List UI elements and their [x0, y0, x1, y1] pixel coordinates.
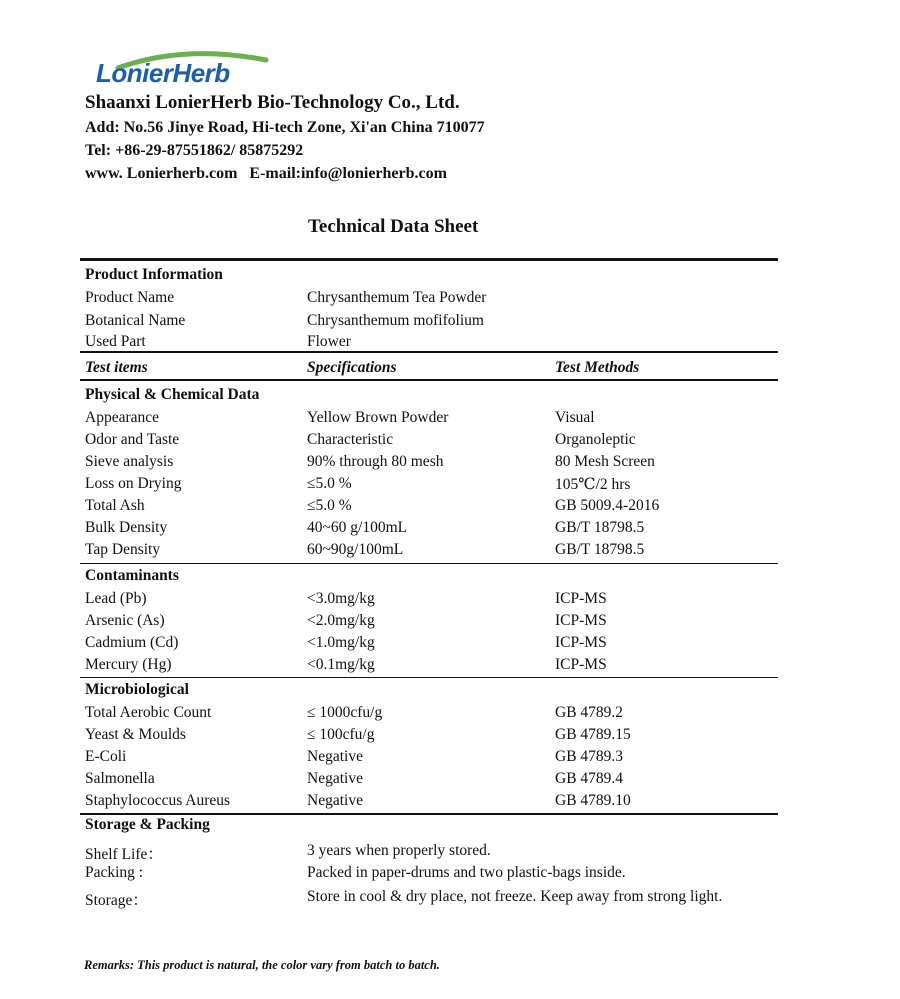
column-header-top-rule: [80, 351, 778, 353]
remarks-note: Remarks: This product is natural, the color vary from batch to batch.: [84, 958, 440, 972]
table-row-method: GB/T 18798.5: [555, 541, 645, 558]
table-row-item: Salmonella: [85, 770, 155, 787]
table-row-spec: <3.0mg/kg: [307, 590, 375, 607]
table-row-method: GB 4789.3: [555, 748, 624, 765]
product-info-heading: Product Information: [85, 266, 223, 283]
storage-label: Shelf Life：: [85, 846, 163, 863]
table-row-item: Lead (Pb): [85, 590, 147, 607]
storage-label: Storage：: [85, 892, 148, 909]
table-row-method: GB 4789.10: [555, 792, 631, 809]
table-row-item: Mercury (Hg): [85, 656, 172, 673]
table-row-method: 105℃/2 hrs: [555, 476, 631, 493]
section-divider: [80, 813, 778, 815]
microbiological-heading: Microbiological: [85, 681, 189, 698]
table-row-item: Cadmium (Cd): [85, 634, 179, 651]
table-row-method: Organoleptic: [555, 431, 636, 448]
table-row-method: GB 4789.15: [555, 726, 631, 743]
table-row-spec: ≤ 1000cfu/g: [307, 704, 383, 721]
table-row-spec: Negative: [307, 792, 363, 809]
product-info-value: Chrysanthemum Tea Powder: [307, 289, 487, 306]
table-row-spec: Negative: [307, 748, 363, 765]
physical-chemical-heading: Physical & Chemical Data: [85, 386, 260, 403]
table-row-spec: ≤5.0 %: [307, 475, 352, 492]
table-row-method: ICP-MS: [555, 656, 607, 673]
table-row-spec: Negative: [307, 770, 363, 787]
logo-text: LonierHerb: [96, 58, 230, 88]
table-row-item: Loss on Drying: [85, 475, 182, 492]
section-divider: [80, 563, 778, 564]
table-top-rule: [80, 258, 778, 261]
column-header-specifications: Specifications: [307, 359, 397, 376]
table-row-spec: 40~60 g/100mL: [307, 519, 408, 536]
table-row-spec: ≤5.0 %: [307, 497, 352, 514]
company-logo: [96, 48, 276, 88]
product-info-label: Used Part: [85, 333, 146, 350]
table-row-item: Yeast & Moulds: [85, 726, 186, 743]
table-row-method: GB 4789.4: [555, 770, 624, 787]
table-row-item: Sieve analysis: [85, 453, 174, 470]
column-header-test-items: Test items: [85, 359, 148, 376]
table-row-method: 80 Mesh Screen: [555, 453, 655, 470]
product-info-label: Botanical Name: [85, 312, 186, 329]
table-row-method: GB 5009.4-2016: [555, 497, 660, 514]
product-info-value: Chrysanthemum mofifolium: [307, 312, 484, 329]
product-info-value: Flower: [307, 333, 351, 350]
table-row-spec: ≤ 100cfu/g: [307, 726, 375, 743]
table-row-item: Arsenic (As): [85, 612, 165, 629]
table-row-method: GB/T 18798.5: [555, 519, 645, 536]
table-row-spec: Characteristic: [307, 431, 394, 448]
table-row-method: ICP-MS: [555, 590, 607, 607]
contaminants-heading: Contaminants: [85, 567, 179, 584]
table-row-method: Visual: [555, 409, 595, 426]
table-row-spec: 60~90g/100mL: [307, 541, 404, 558]
table-row-item: Bulk Density: [85, 519, 168, 536]
column-header-bottom-rule: [80, 379, 778, 381]
section-divider: [80, 677, 778, 678]
table-row-spec: <0.1mg/kg: [307, 656, 375, 673]
table-row-item: Appearance: [85, 409, 160, 426]
company-web-email: www. Lonierherb.com E-mail:info@lonierherb.com: [85, 165, 447, 182]
storage-packing-heading: Storage & Packing: [85, 816, 210, 833]
column-header-test-methods: Test Methods: [555, 359, 640, 376]
table-row-item: Tap Density: [85, 541, 161, 558]
table-row-item: Total Ash: [85, 497, 145, 514]
storage-value: Store in cool & dry place, not freeze. Keep away from strong light.: [307, 888, 723, 905]
table-row-spec: Yellow Brown Powder: [307, 409, 449, 426]
table-row-item: Total Aerobic Count: [85, 704, 212, 721]
table-row-spec: <2.0mg/kg: [307, 612, 375, 629]
storage-value: Packed in paper-drums and two plastic-bags inside.: [307, 864, 626, 881]
table-row-method: GB 4789.2: [555, 704, 624, 721]
company-phone: Tel: +86-29-87551862/ 85875292: [85, 142, 304, 159]
storage-value: 3 years when properly stored.: [307, 842, 491, 859]
table-row-method: ICP-MS: [555, 634, 607, 651]
company-name: Shaanxi LonierHerb Bio-Technology Co., Ltd.: [85, 92, 460, 113]
table-row-method: ICP-MS: [555, 612, 607, 629]
table-row-item: Odor and Taste: [85, 431, 180, 448]
table-row-spec: 90% through 80 mesh: [307, 453, 444, 470]
table-row-item: Staphylococcus Aureus: [85, 792, 231, 809]
product-info-label: Product Name: [85, 289, 175, 306]
company-address: Add: No.56 Jinye Road, Hi-tech Zone, Xi'an China 710077: [85, 119, 485, 136]
storage-label: Packing :: [85, 864, 144, 881]
document-title: Technical Data Sheet: [308, 216, 479, 237]
table-row-spec: <1.0mg/kg: [307, 634, 375, 651]
table-row-item: E-Coli: [85, 748, 127, 765]
